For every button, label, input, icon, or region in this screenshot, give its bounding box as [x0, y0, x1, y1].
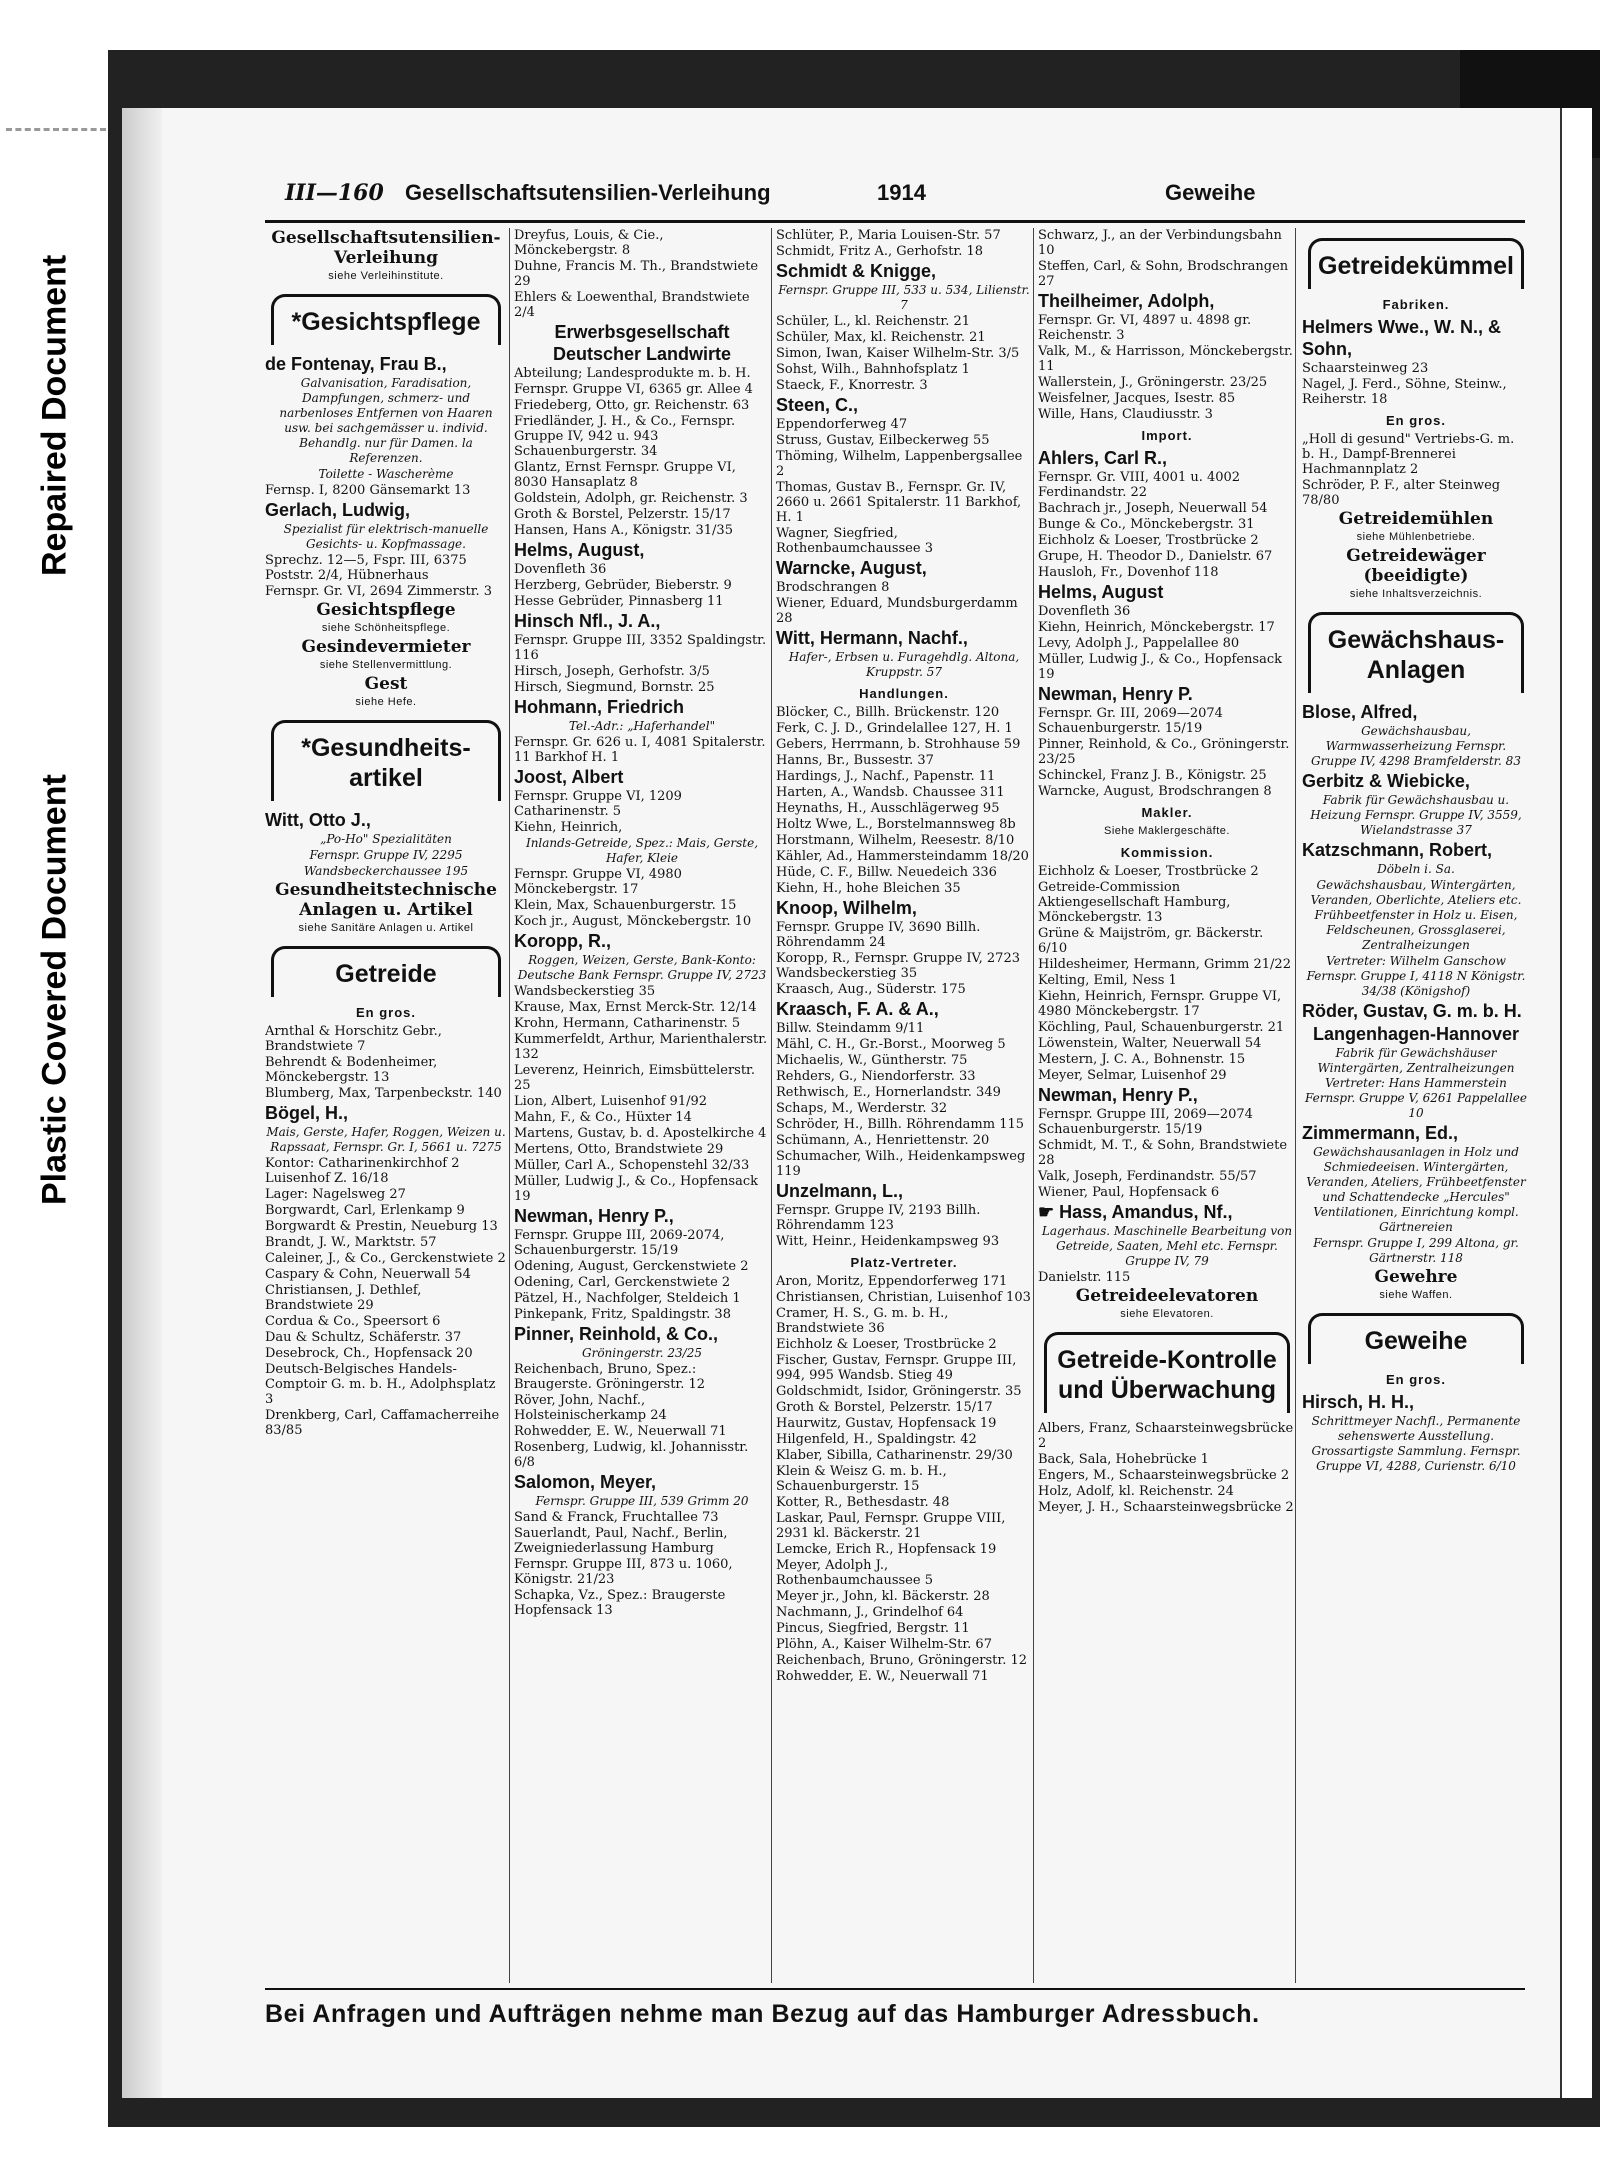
- directory-entry: Desebrock, Ch., Hopfensack 20: [265, 1346, 473, 1361]
- directory-entry: Plöhn, A., Kaiser Wilhelm-Str. 67: [776, 1637, 992, 1652]
- page-number: III—160: [285, 180, 384, 206]
- directory-entry: Schmidt, M. T., & Sohn, Brandstwiete 28: [1038, 1138, 1288, 1168]
- directory-entry: Kiehn, Heinrich, Mönckebergstr. 17: [1038, 620, 1275, 635]
- directory-entry: Horstmann, Wilhelm, Reesestr. 8/10: [776, 833, 1015, 848]
- directory-entry: Harten, A., Wandsb. Chaussee 311: [776, 785, 1005, 800]
- directory-entry: Gewächshausbau, Warmwasserheizung Fernspr. Gruppe IV, 4298 Bramfelderstr. 83: [1311, 724, 1521, 768]
- directory-entry: Müller, Ludwig J., & Co., Hopfensack 19: [514, 1174, 758, 1204]
- directory-entry: Mähl, C. H., Gr.-Borst., Moorweg 5: [776, 1037, 1006, 1052]
- directory-entry: Müller, Ludwig J., & Co., Hopfensack 19: [1038, 652, 1282, 682]
- directory-entry: Pincus, Siegfried, Bergstr. 11: [776, 1621, 970, 1636]
- subsection-heading: Platz-Vertreter.: [850, 1255, 958, 1270]
- directory-entry: Kelting, Emil, Ness 1: [1038, 973, 1177, 988]
- directory-entry: Schüler, Max, kl. Reichenstr. 21: [776, 330, 986, 345]
- directory-entry: Fernspr. Gruppe III, 2069—2074 Schauenburgerstr. 15/19: [1038, 1107, 1253, 1137]
- sidebar: [0, 0, 108, 2177]
- cross-reference: siehe Hefe.: [355, 696, 417, 708]
- directory-entry: Hafer-, Erbsen u. Furagehdlg. Altona, Kruppstr. 57: [788, 650, 1020, 679]
- directory-entry: Valk, M., & Harrisson, Mönckebergstr. 11: [1038, 344, 1293, 374]
- directory-entry: Odening, Carl, Gerckenstwiete 2: [514, 1275, 731, 1290]
- directory-entry: Hirsch, Siegmund, Bornstr. 25: [514, 680, 715, 695]
- directory-entry: Löwenstein, Walter, Neuerwall 54: [1038, 1036, 1262, 1051]
- directory-entry: Meyer, Adolph J., Rothenbaumchaussee 5: [776, 1558, 933, 1588]
- subsection-heading: Fabriken.: [1382, 297, 1450, 312]
- directory-entry: Wandsbeckerchaussee 195: [303, 864, 469, 878]
- directory-entry: Fernspr. Gr. VI, 4897 u. 4898 gr. Reichenstr. 3: [1038, 313, 1252, 343]
- section-title: Gesellschaftsutensilien-Verleihung: [405, 180, 771, 205]
- directory-entry: Kraasch, Aug., Süderstr. 175: [776, 982, 966, 997]
- directory-entry: Dau & Schultz, Schäferstr. 37: [265, 1330, 462, 1345]
- directory-entry: Abteilung; Landesprodukte m. b. H.: [514, 366, 751, 381]
- directory-entry: Galvanisation, Faradisation, Dampfungen, schmerz- und narbenloses Entfernen von Haaren usw. bei sachgemässer u. individ. Behandlg. nur für Damen. la Referenzen.: [279, 376, 493, 465]
- directory-entry: Mertens, Otto, Brandstwiete 29: [514, 1142, 724, 1157]
- directory-entry: Cordua & Co., Speersort 6: [265, 1314, 441, 1329]
- directory-entry: Deutsch-Belgisches Handels-Comptoir G. m. b. H., Adolphsplatz 3: [265, 1362, 496, 1407]
- category-banner: Geweihe: [1308, 1313, 1524, 1364]
- directory-entry: Holtz Wwe, L., Borstelmannsweg 8b: [776, 817, 1016, 832]
- repaired-document-label: Repaired Document: [35, 254, 74, 576]
- directory-entry: Ferk, C. J. D., Grindelallee 127, H. 1: [776, 721, 1013, 736]
- directory-entry: Schröder, H., Billh. Röhrendamm 115: [776, 1117, 1025, 1132]
- firm-name: Gerbitz & Wiebicke,: [1302, 771, 1470, 791]
- footer-rule: [265, 1988, 1525, 1990]
- directory-entry: Hildesheimer, Hermann, Grimm 21/22: [1038, 957, 1291, 972]
- firm-name: Röder, Gustav, G. m. b. H.: [1302, 1001, 1522, 1021]
- directory-entry: Levy, Adolph J., Pappelallee 80: [1038, 636, 1240, 651]
- directory-entry: Wiener, Eduard, Mundsburgerdamm 28: [776, 596, 1018, 626]
- directory-entry: Rehders, G., Niendorferstr. 33: [776, 1069, 976, 1084]
- directory-entry: Pätzel, H., Nachfolger, Steldeich 1: [514, 1291, 741, 1306]
- directory-entry: Back, Sala, Hohebrücke 1: [1038, 1452, 1209, 1467]
- directory-entry: Wagner, Siegfried, Rothenbaumchaussee 3: [776, 526, 933, 556]
- directory-entry: Dovenfleth 36: [1038, 604, 1131, 619]
- directory-entry: Goldstein, Adolph, gr. Reichenstr. 3: [514, 491, 748, 506]
- year: 1914: [877, 180, 926, 205]
- firm-name: Blose, Alfred,: [1302, 702, 1418, 722]
- directory-entry: Hüde, C. F., Billw. Neuedeich 336: [776, 865, 997, 880]
- directory-entry: Rosenberg, Ludwig, kl. Johannisstr. 6/8: [514, 1440, 749, 1470]
- directory-entry: Blöcker, C., Billh. Brückenstr. 120: [776, 705, 1000, 720]
- directory-entry: Bachrach jr., Joseph, Neuerwall 54: [1038, 501, 1268, 516]
- directory-entry: Eichholz & Loeser, Trostbrücke 2: [1038, 864, 1259, 879]
- firm-name: Schmidt & Knigge,: [776, 261, 937, 281]
- firm-name: Newman, Henry P.: [1038, 684, 1193, 704]
- column-3: [771, 228, 1032, 1983]
- directory-entry: Glantz, Ernst Fernspr. Gruppe VI, 8030 Hansaplatz 8: [514, 460, 736, 490]
- directory-entry: Döbeln i. Sa.: [1377, 862, 1455, 876]
- category-banner: Gewächshaus-Anlagen: [1308, 612, 1524, 693]
- directory-entry: Fernspr. Gruppe VI, 6365 gr. Allee 4: [514, 382, 753, 397]
- directory-entry: Vertreter: Wilhelm Ganschow Fernspr. Gruppe I, 4118 N Königstr. 34/38 (Königshof): [1306, 954, 1526, 998]
- page-gutter: [122, 108, 162, 2098]
- directory-entry: Goldschmidt, Isidor, Gröningerstr. 35: [776, 1384, 1022, 1399]
- directory-entry: Schwarz, J., an der Verbindungsbahn 10: [1038, 228, 1282, 258]
- directory-entry: Gewächshausanlagen in Holz und Schmiedeeisen. Wintergärten, Veranden, Ateliers, Frühbeetfenster und Schattendecke „Hercules" Ventilationen, Einrichtung kompl. Gärtnereien: [1306, 1145, 1526, 1234]
- firm-name: Helms, August: [1038, 582, 1164, 602]
- cross-reference: siehe Sanitäre Anlagen u. Artikel: [298, 922, 474, 934]
- category-heading: Gesichtspflege: [316, 600, 456, 620]
- directory-entry: Fernspr. Gruppe III, 2069-2074, Schauenburgerstr. 15/19: [514, 1228, 725, 1258]
- directory-entry: Simon, Iwan, Kaiser Wilhelm-Str. 3/5: [776, 346, 1020, 361]
- directory-entry: Steffen, Carl, & Sohn, Brodschrangen 27: [1038, 259, 1289, 289]
- directory-entry: Lagerhaus. Maschinelle Bearbeitung von Getreide, Saaten, Mehl etc. Fernspr. Gruppe IV, 79: [1041, 1224, 1293, 1268]
- directory-entry: Fernspr. Gr. VI, 2694 Zimmerstr. 3: [265, 584, 493, 599]
- directory-entry: Friedeberg, Otto, gr. Reichenstr. 63: [514, 398, 750, 413]
- directory-entry: Meyer, Selmar, Luisenhof 29: [1038, 1068, 1227, 1083]
- cross-reference: Siehe Maklergeschäfte.: [1104, 825, 1230, 837]
- page-header: [265, 180, 1525, 214]
- firm-name: Theilheimer, Adolph,: [1038, 291, 1215, 311]
- directory-entry: Schümann, A., Henriettenstr. 20: [776, 1133, 990, 1148]
- directory-entry: Mestern, J. C. A., Bohnenstr. 15: [1038, 1052, 1246, 1067]
- directory-entry: Mahn, F., & Co., Hüxter 14: [514, 1110, 692, 1125]
- directory-entry: Kähler, Ad., Hammersteindamm 18/20: [776, 849, 1029, 864]
- directory-entry: Wandsbeckerstieg 35: [514, 984, 656, 999]
- directory-entry: Thöming, Wilhelm, Lappenbergsallee 2: [776, 449, 1023, 479]
- directory-entry: Fabrik für Gewächshausbau u. Heizung Fernspr. Gruppe IV, 3559, Wielandstrasse 37: [1310, 793, 1522, 837]
- directory-entry: Sohst, Wilh., Bahnhofsplatz 1: [776, 362, 970, 377]
- directory-entry: Holz, Adolf, kl. Reichenstr. 24: [1038, 1484, 1234, 1499]
- column-1: [265, 228, 507, 1983]
- directory-entry: Sand & Franck, Fruchtallee 73: [514, 1510, 719, 1525]
- directory-entry: Brodschrangen 8: [776, 580, 890, 595]
- column-2: [509, 228, 770, 1983]
- directory-entry: Danielstr. 115: [1038, 1270, 1131, 1285]
- directory-entry: Schröder, P. F., alter Steinweg 78/80: [1302, 478, 1501, 508]
- firm-name: Zimmermann, Ed.,: [1302, 1123, 1459, 1143]
- directory-entry: Gewächshausbau, Wintergärten, Veranden, Oberlichte, Ateliers etc. Frühbeetfenster in Holz u. Eisen, Feldscheunen, Grossglaserei, Zentralheizungen: [1310, 878, 1522, 952]
- category-heading: Getreidemühlen: [1338, 509, 1494, 529]
- directory-entry: Warncke, August, Brodschrangen 8: [1038, 784, 1272, 799]
- page-right-edge: [1560, 108, 1592, 2098]
- directory-entry: Rohwedder, E. W., Neuerwall 71: [776, 1669, 989, 1684]
- directory-entry: Wiener, Paul, Hopfensack 6: [1038, 1185, 1220, 1200]
- subsection-heading: Import.: [1141, 428, 1193, 443]
- directory-entry: Gebers, Herrmann, b. Strohhause 59: [776, 737, 1021, 752]
- cross-reference: siehe Verleihinstitute.: [328, 270, 444, 282]
- directory-entry: Hansen, Hans A., Königstr. 31/35: [514, 523, 733, 538]
- firm-name: Warncke, August,: [776, 558, 927, 578]
- directory-entry: Duhne, Francis M. Th., Brandstwiete 29: [514, 259, 759, 289]
- directory-entry: Inlands-Getreide, Spez.: Mais, Gerste, Hafer, Kleie: [525, 836, 759, 865]
- directory-entry: Kotter, R., Bethesdastr. 48: [776, 1495, 950, 1510]
- directory-entry: Spezialist für elektrisch-manuelle Gesichts- u. Kopfmassage.: [283, 522, 489, 551]
- directory-entry: Friedländer, J. H., & Co., Fernspr. Gruppe IV, 942 u. 943 Schauenburgerstr. 34: [514, 414, 736, 459]
- header-rule: [265, 220, 1525, 223]
- firm-name: Salomon, Meyer,: [514, 1472, 657, 1492]
- directory-entry: Röver, John, Nachf., Holsteinischerkamp 24: [514, 1393, 667, 1423]
- firm-name: Helms, August,: [514, 540, 645, 560]
- category-banner: *Gesichtspflege: [271, 294, 501, 345]
- directory-entry: Fernspr. Gruppe VI, 4980 Mönckebergstr. 17: [514, 867, 682, 897]
- directory-entry: Fernspr. Gruppe IV, 2295: [309, 848, 463, 862]
- directory-entry: Brandt, J. W., Marktstr. 57: [265, 1235, 437, 1250]
- directory-columns: [265, 228, 1528, 1983]
- directory-entry: Engers, M., Schaarsteinwegsbrücke 2: [1038, 1468, 1290, 1483]
- plastic-covered-label: Plastic Covered Document: [35, 774, 74, 1206]
- directory-entry: Fernspr. Gruppe VI, 1209 Catharinenstr. 5: [514, 789, 682, 819]
- directory-entry: Meyer, J. H., Schaarsteinwegsbrücke 2: [1038, 1500, 1294, 1515]
- directory-entry: Staeck, F., Knorrestr. 3: [776, 378, 928, 393]
- directory-entry: Pinner, Reinhold, & Co., Gröningerstr. 23/25: [1038, 737, 1290, 767]
- directory-entry: Aron, Moritz, Eppendorferweg 171: [776, 1274, 1008, 1289]
- directory-entry: Fernspr. Gruppe III, 539 Grimm 20: [535, 1494, 749, 1508]
- directory-entry: Wille, Hans, Claudiusstr. 3: [1038, 407, 1213, 422]
- directory-entry: Blumberg, Max, Tarpenbeckstr. 140: [265, 1086, 502, 1101]
- directory-entry: Krohn, Hermann, Catharinenstr. 5: [514, 1016, 741, 1031]
- firm-name: de Fontenay, Frau B.,: [265, 354, 447, 374]
- directory-entry: Leverenz, Heinrich, Eimsbüttelerstr. 25: [514, 1063, 755, 1093]
- firm-name: Witt, Otto J.,: [265, 810, 371, 830]
- category-heading: Gesindevermieter: [301, 637, 471, 657]
- directory-entry: Eichholz & Loeser, Trostbrücke 2: [1038, 533, 1259, 548]
- directory-entry: Hanns, Br., Bussestr. 37: [776, 753, 934, 768]
- directory-entry: Rethwisch, E., Hornerlandstr. 349: [776, 1085, 1001, 1100]
- directory-entry: Hilgenfeld, H., Spaldingstr. 42: [776, 1432, 977, 1447]
- directory-entry: Fischer, Gustav, Fernspr. Gruppe III, 994, 995 Wandsb. Stieg 49: [776, 1353, 1017, 1383]
- directory-entry: Eppendorferweg 47: [776, 417, 908, 432]
- firm-name: Ahlers, Carl R.,: [1038, 448, 1168, 468]
- directory-entry: Krause, Max, Ernst Merck-Str. 12/14: [514, 1000, 757, 1015]
- directory-entry: Valk, Joseph, Ferdinandstr. 55/57: [1038, 1169, 1257, 1184]
- cross-reference: siehe Schönheitspflege.: [321, 622, 451, 634]
- directory-entry: Kiehn, H., hohe Bleichen 35: [776, 881, 961, 896]
- directory-entry: Weisfelner, Jacques, Isestr. 85: [1038, 391, 1236, 406]
- directory-entry: Dreyfus, Louis, & Cie., Mönckebergstr. 8: [514, 228, 664, 258]
- directory-entry: Caspary & Cohn, Neuerwall 54: [265, 1267, 471, 1282]
- directory-entry: „Holl di gesund" Vertriebs-G. m. b. H., Dampf-Brennerei Hachmannplatz 2: [1302, 432, 1515, 477]
- directory-entry: Witt, Heinr., Heidenkampsweg 93: [776, 1234, 1000, 1249]
- directory-entry: Groth & Borstel, Pelzerstr. 15/17: [776, 1400, 993, 1415]
- directory-entry: Martens, Gustav, b. d. Apostelkirche 4: [514, 1126, 767, 1141]
- subsection-heading: En gros.: [355, 1005, 416, 1020]
- directory-entry: Lemcke, Erich R., Hopfensack 19: [776, 1542, 997, 1557]
- directory-entry: Hausloh, Fr., Dovenhof 118: [1038, 565, 1219, 580]
- directory-entry: Michaelis, W., Güntherstr. 75: [776, 1053, 968, 1068]
- directory-entry: Kiehn, Heinrich,: [514, 820, 623, 835]
- directory-entry: Schrittmeyer Nachfl., Permanente sehenswerte Ausstellung. Grossartigste Sammlung. Fernspr. Gruppe VI, 4288, Curienstr. 6/10: [1311, 1414, 1521, 1473]
- directory-entry: Schumacher, Wilh., Heidenkampsweg 119: [776, 1149, 1026, 1179]
- directory-entry: Meyer jr., John, kl. Bäckerstr. 28: [776, 1589, 990, 1604]
- firm-name: Katzschmann, Robert,: [1302, 840, 1493, 860]
- directory-entry: Sauerlandt, Paul, Nachf., Berlin, Zweigniederlassung Hamburg: [514, 1526, 728, 1556]
- directory-entry: Thomas, Gustav B., Fernspr. Gr. IV, 2660 u. 2661 Spitalerstr. 11 Barkhof, H. 1: [776, 480, 1022, 525]
- directory-entry: Schüler, L., kl. Reichenstr. 21: [776, 314, 971, 329]
- category-banner: Getreidekümmel: [1308, 238, 1524, 289]
- directory-entry: Christiansen, J. Dethlef, Brandstwiete 29: [265, 1283, 422, 1313]
- directory-entry: Billw. Steindamm 9/11: [776, 1021, 925, 1036]
- directory-entry: Lion, Albert, Luisenhof 91/92: [514, 1094, 708, 1109]
- directory-entry: Bunge & Co., Mönckebergstr. 31: [1038, 517, 1255, 532]
- directory-entry: Kiehn, Heinrich, Fernspr. Gruppe VI, 4980 Mönckebergstr. 17: [1038, 989, 1282, 1019]
- directory-entry: Laskar, Paul, Fernspr. Gruppe VIII, 2931 kl. Bäckerstr. 21: [776, 1511, 1006, 1541]
- footer-notice: Bei Anfragen und Aufträgen nehme man Bezug auf das Hamburger Adressbuch.: [265, 2000, 1260, 2028]
- category-heading: Getreidewäger (beeidigte): [1346, 546, 1486, 586]
- directory-entry: Caleiner, J., & Co., Gerckenstwiete 2: [265, 1251, 506, 1266]
- firm-name: Pinner, Reinhold, & Co.,: [514, 1324, 719, 1344]
- firm-name: ☛ Hass, Amandus, Nf.,: [1038, 1202, 1233, 1222]
- directory-entry: Borgwardt & Prestin, Neueburg 13: [265, 1219, 498, 1234]
- directory-entry: Fernspr. Gruppe I, 299 Altona, gr. Gärtnerstr. 118: [1313, 1236, 1519, 1265]
- firm-name: Bögel, H.,: [265, 1103, 349, 1123]
- directory-entry: Dovenfleth 36: [514, 562, 607, 577]
- directory-entry: Rohwedder, E. W., Neuerwall 71: [514, 1424, 727, 1439]
- firm-name: Erwerbsgesellschaft Deutscher Landwirte: [552, 322, 732, 364]
- firm-name: Witt, Hermann, Nachf.,: [776, 628, 968, 648]
- column-5: [1295, 228, 1530, 1983]
- category-heading: Getreideelevatoren: [1075, 1286, 1259, 1306]
- cross-reference: siehe Inhaltsverzeichnis.: [1349, 588, 1483, 600]
- directory-entry: Ehlers & Loewenthal, Brandstwiete 2/4: [514, 290, 750, 320]
- firm-name: Unzelmann, L.,: [776, 1181, 904, 1201]
- directory-entry: Mais, Gerste, Hafer, Roggen, Weizen u. Rapssaat, Fernspr. Gr. I, 5661 u. 7275: [266, 1125, 506, 1154]
- directory-entry: Reichenbach, Bruno, Gröningerstr. 12: [776, 1653, 1027, 1668]
- firm-name: Hohmann, Friedrich: [514, 697, 685, 717]
- firm-name: Hinsch Nfl., J. A.,: [514, 611, 661, 631]
- directory-entry: Nachmann, J., Grindelhof 64: [776, 1605, 964, 1620]
- directory-entry: Müller, Carl A., Schopenstehl 32/33: [514, 1158, 750, 1173]
- directory-entry: „Po-Ho" Spezialitäten: [320, 832, 452, 846]
- directory-entry: Schmidt, Fritz A., Gerhofstr. 18: [776, 244, 984, 259]
- directory-entry: Reichenbach, Bruno, Spez.: Braugerste. Gröningerstr. 12: [514, 1362, 706, 1392]
- directory-entry: Köchling, Paul, Schauenburgerstr. 21: [1038, 1020, 1285, 1035]
- directory-entry: Tel.-Adr.: „Haferhandel": [568, 719, 716, 733]
- directory-entry: Schaarsteinweg 23: [1302, 361, 1429, 376]
- directory-entry: Lager: Nagelsweg 27: [265, 1187, 406, 1202]
- directory-entry: Christiansen, Christian, Luisenhof 103: [776, 1290, 1031, 1305]
- firm-name: Kraasch, F. A. & A.,: [776, 999, 939, 1019]
- directory-entry: Haurwitz, Gustav, Hopfensack 19: [776, 1416, 997, 1431]
- column-4: [1033, 228, 1296, 1983]
- next-section: Geweihe: [1165, 180, 1256, 205]
- directory-entry: Hardings, J., Nachf., Papenstr. 11: [776, 769, 996, 784]
- cross-reference: siehe Stellenvermittlung.: [319, 659, 453, 671]
- directory-entry: Behrendt & Bodenheimer, Mönckebergstr. 13: [265, 1055, 438, 1085]
- subsection-heading: Handlungen.: [859, 686, 949, 701]
- category-heading: Gewehre: [1374, 1267, 1458, 1287]
- directory-entry: Nagel, J. Ferd., Söhne, Steinw., Reiherstr. 18: [1302, 377, 1507, 407]
- directory-entry: Odening, August, Gerckenstwiete 2: [514, 1259, 749, 1274]
- directory-entry: Wallerstein, J., Gröningerstr. 23/25: [1038, 375, 1268, 390]
- firm-name: Newman, Henry P.,: [1038, 1085, 1198, 1105]
- directory-entry: Hirsch, Joseph, Gerhofstr. 3/5: [514, 664, 710, 679]
- directory-entry: Schinckel, Franz J. B., Königstr. 25: [1038, 768, 1267, 783]
- firm-name: Knoop, Wilhelm,: [776, 898, 917, 918]
- directory-entry: Schaps, M., Werderstr. 32: [776, 1101, 948, 1116]
- subsection-heading: Kommission.: [1120, 845, 1214, 860]
- category-heading: Gesellschaftsutensilien-Verleihung: [271, 228, 501, 268]
- directory-entry: Pinkepank, Fritz, Spaldingstr. 38: [514, 1307, 731, 1322]
- directory-entry: Fernspr. Gruppe III, 533 u. 534, Lilienstr. 7: [778, 283, 1030, 312]
- directory-entry: Klein, Max, Schauenburgerstr. 15: [514, 898, 737, 913]
- category-heading: Gesundheitstechnische Anlagen u. Artikel: [275, 880, 497, 920]
- directory-entry: Sprechz. 12—5, Fspr. III, 6375 Poststr. 2/4, Hübnerhaus: [265, 553, 467, 583]
- subsection-heading: Makler.: [1141, 805, 1193, 820]
- directory-entry: Fernspr. Gruppe IV, 3690 Billh. Röhrendamm 24: [776, 920, 981, 950]
- directory-entry: Fernspr. Gruppe III, 873 u. 1060, Königstr. 21/23: [514, 1557, 733, 1587]
- subsection-heading: En gros.: [1385, 413, 1446, 428]
- directory-entry: Arnthal & Horschitz Gebr., Brandstwiete 7: [265, 1024, 442, 1054]
- category-banner: *Gesundheits-artikel: [271, 720, 501, 801]
- category-heading: Gest: [364, 674, 408, 694]
- directory-entry: Fabrik für Gewächshäuser Wintergärten, Zentralheizungen Vertreter: Hans Hammerstein Fernspr. Gruppe V, 6261 Pappelallee 10: [1304, 1046, 1528, 1120]
- directory-entry: Schlüter, P., Maria Louisen-Str. 57: [776, 228, 1001, 243]
- directory-entry: Klein & Weisz G. m. b. H., Schauenburgerstr. 15: [776, 1464, 947, 1494]
- firm-name: Steen, C.,: [776, 395, 859, 415]
- directory-entry: Borgwardt, Carl, Erlenkamp 9: [265, 1203, 465, 1218]
- directory-entry: Fernspr. Gr. III, 2069—2074 Schauenburgerstr. 15/19: [1038, 706, 1223, 736]
- directory-entry: Fernspr. Gr. VIII, 4001 u. 4002 Ferdinandstr. 22: [1038, 470, 1241, 500]
- directory-entry: Grupe, H. Theodor D., Danielstr. 67: [1038, 549, 1273, 564]
- directory-entry: Klaber, Sibilla, Catharinenstr. 29/30: [776, 1448, 1013, 1463]
- firm-name: Gerlach, Ludwig,: [265, 500, 411, 520]
- category-banner: Getreide-Kontrolle und Überwachung: [1044, 1332, 1290, 1413]
- directory-entry: Gröningerstr. 23/25: [582, 1346, 702, 1360]
- directory-entry: Groth & Borstel, Pelzerstr. 15/17: [514, 507, 731, 522]
- directory-entry: Fernspr. Gr. 626 u. I, 4081 Spitalerstr. 11 Barkhof H. 1: [514, 735, 766, 765]
- directory-entry: Schapka, Vz., Spez.: Braugerste Hopfensack 13: [514, 1588, 726, 1618]
- directory-entry: Struss, Gustav, Eilbeckerweg 55: [776, 433, 990, 448]
- firm-name: Koropp, R.,: [514, 931, 611, 951]
- directory-entry: Cramer, H. S., G. m. b. H., Brandstwiete 36: [776, 1306, 949, 1336]
- firm-name: Langenhagen-Hannover: [1312, 1024, 1520, 1044]
- directory-entry: Heynaths, H., Ausschlägerweg 95: [776, 801, 1000, 816]
- directory-entry: Eichholz & Loeser, Trostbrücke 2: [776, 1337, 997, 1352]
- directory-entry: Kontor: Catharinenkirchhof 2 Luisenhof Z. 16/18: [265, 1156, 460, 1186]
- directory-entry: Fernsp. I, 8200 Gänsemarkt 13: [265, 483, 471, 498]
- directory-entry: Fernspr. Gruppe III, 3352 Spaldingstr. 116: [514, 633, 767, 663]
- directory-entry: Koch jr., August, Mönckebergstr. 10: [514, 914, 752, 929]
- directory-entry: Drenkberg, Carl, Caffamacherreihe 83/85: [265, 1408, 500, 1438]
- cross-reference: siehe Waffen.: [1379, 1289, 1453, 1301]
- directory-entry: Getreide-Commission Aktiengesellschaft Hamburg, Mönckebergstr. 13: [1038, 880, 1231, 925]
- directory-entry: Kummerfeldt, Arthur, Marienthalerstr. 132: [514, 1032, 768, 1062]
- directory-entry: Roggen, Weizen, Gerste, Bank-Konto: Deutsche Bank Fernspr. Gruppe IV, 2723: [517, 953, 767, 982]
- category-banner: Getreide: [271, 946, 501, 997]
- directory-entry: Herzberg, Gebrüder, Bieberstr. 9: [514, 578, 732, 593]
- firm-name: Newman, Henry P.,: [514, 1206, 674, 1226]
- directory-entry: Fernspr. Gruppe IV, 2193 Billh. Röhrendamm 123: [776, 1203, 981, 1233]
- directory-entry: Toilette - Wascherème: [318, 467, 454, 481]
- directory-entry: Grüne & Maijström, gr. Bäckerstr. 6/10: [1038, 926, 1264, 956]
- cross-reference: siehe Elevatoren.: [1120, 1308, 1214, 1320]
- firm-name: Hirsch, H. H.,: [1302, 1392, 1415, 1412]
- directory-entry: Albers, Franz, Schaarsteinwegsbrücke 2: [1038, 1421, 1294, 1451]
- directory-entry: Hesse Gebrüder, Pinnasberg 11: [514, 594, 724, 609]
- sidebar-separator: [6, 128, 106, 131]
- firm-name: Joost, Albert: [514, 767, 624, 787]
- firm-name: Helmers Wwe., W. N., & Sohn,: [1302, 317, 1502, 359]
- cross-reference: siehe Mühlenbetriebe.: [1356, 531, 1476, 543]
- directory-entry: Koropp, R., Fernspr. Gruppe IV, 2723 Wandsbeckerstieg 35: [776, 951, 1020, 981]
- subsection-heading: En gros.: [1385, 1372, 1446, 1387]
